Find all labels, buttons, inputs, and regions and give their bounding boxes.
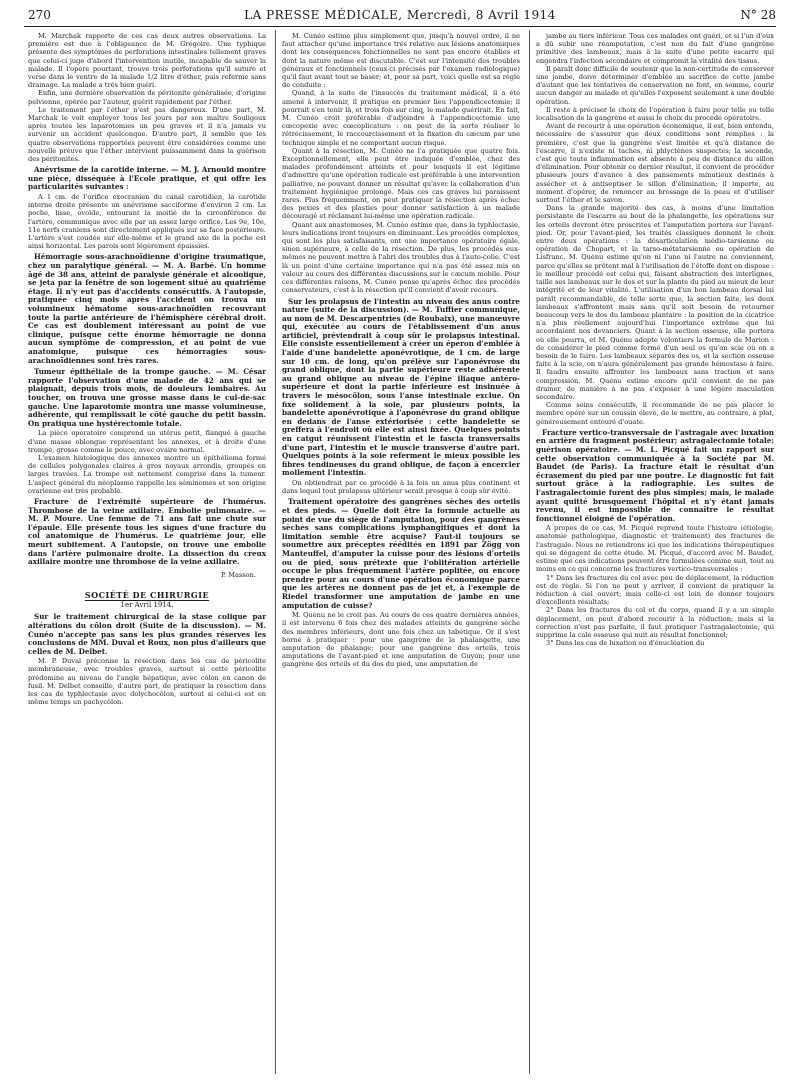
paragraph: A propos de ce cas, M. Picqué reprend toute l'histoire (étiologie, anatomie pathologique, diagnostic et traitement) des fractures de l'astragale. Nous ne retiendrons ici que les indications thérapeutiques qui se dégagent de cette étude. M. Picqué, d'accord avec M. Baudet, estime que ces indications peuvent être formulées comme suit, tout au moins en ce qui concerne les fractures vertico-transversales : xyxy=(536,524,774,574)
paragraph: M. P. Duval préconise la résection dans les cas de péricolite membraneuse, avec troubles graves, surtout si cette péricolite prédomine au niveau de l'angle hépatique, avec côlon en canon de fusil. M. Delbet conseille, d'autre part, de pratiquer la résection dans les cas de typhlectasie avec dolychocôlon, surtout si celui-ci est en même temps un pachycôlon. xyxy=(28,657,266,707)
paragraph: La pièce opératoire comprend un utérus petit, flanqué à gauche d'une masse oblongue représentant les annexes, et à droite d'une trompe, grosse comme le pouce, avec ovaire normal. xyxy=(28,429,266,454)
paragraph: Il paraît donc difficile de soutenir que la non-certitude de conserver une jambe, doive déterminer d'emblée au sacrifice de cette jambe d'autant que les tentatives de conservation ne font, en somme, courir aucun danger au malade et qu'elles l'exposent seulement à une double opération. xyxy=(536,64,774,106)
article-heading: Fracture de l'extrémité supérieure de l'humérus. Thrombose de la veine axillaire. Embolie pulmonaire. — M. P. Moure. Une femme de 71 ans fait une chute sur l'épaule. Elle présente tous les signes d'une fracture du col anatomique de l'humérus. Le quatrième jour, elle meurt subitement. A l'autopsie, on trouve une embolie dans l'artère pulmonaire droite. La dissection du creux axillaire montre une thrombose de la veine axillaire. xyxy=(28,496,266,567)
column-2 xyxy=(282,32,520,669)
paragraph: A 1 cm. de l'orifice exocranien du canal carotidien, la carotide interne droite présente un anévrisme sacciforme d'environ 2 cm. La poche, lisse, ovoïde, entourant la moitié de la circonférence de l'artère, communique avec elle par un assez large orifice. Les 9e, 10e, 11e nerfs craniens sont directement appliqués sur sa face postérieure. L'artère s'est coudée sur elle-même et le grand axe de la poche est ainsi horizontal. Les parois sont légèrement épaissies. xyxy=(28,193,266,251)
paragraph: 2° Dans les fractures du col et du corps, quand il y a un simple déplacement, on peut d'abord recourir à la réduction; mais si la correction n'est pas parfaite, il faut pratiquer l'astragalectomie, qui supprime la cale osseuse qui nuit au résultat fonctionnel; xyxy=(536,606,774,639)
column-1 xyxy=(28,32,266,707)
paragraph: Il reste à préciser le choix de l'opération à faire pour telle ou telle localisation de la gangrène et aussi le choix du procédé opératoire. xyxy=(536,105,774,123)
paragraph: Enfin, une dernière observation de péritonite généralisée, d'origine pelvienne, opérée par l'auteur, guérit rapidement par l'éther. xyxy=(28,89,266,106)
paragraph: L'examen histologique des annexes montre un épithélioma formé de cellules polygonales claires à gros noyaux arrondis, groupés en larges travées. La trompe est nettement comprise dans la tumeur. L'aspect général du néoplasme rappelle les séminomes et son origine ovarienne est très probable. xyxy=(28,453,266,495)
author-signature: P. Masson. xyxy=(220,570,256,579)
article-heading: Sur les prolapsus de l'intestin au niveau des anus contre nature (suite de la discussion). — M. Tuffier communique, au nom de M. Descarpentries (de Roubaix), une manœuvre qui, exécutée au cours de l'établissement d'un anus artificiel, préviendrait à coup sûr le prolapsus intestinal. Elle consiste essentiellement à créer un éperon d'emblée à l'aide d'une bandelette aponévrotique, de 1 cm. de large sur 10 cm. de long, qu'on prélève sur l'aponévrose du grand oblique, dont la partie supérieure reste adhérente au grand oblique au niveau de l'épine iliaque antéro-supérieure et dont la partie inférieure est insinuée à travers le mésocôlon, sous l'anse intestinale exclue. On fixe solidement à la soie, par plusieurs points, la bandelette aponévrotique à l'aponévrose du grand oblique en dedans de l'anse extériorisée : cette bandelette se greffera à l'endroit où elle est ainsi fixée. Quelques points en catgut réunissent l'intestin et le fascia transversalis d'une part, l'intestin et le muscle transverse d'autre part. Quelques points à la soie referment le mieux possible les fibres tendineuses du grand oblique, de façon à encercler mollement l'intestin. xyxy=(282,296,520,478)
paragraph: Dans la grande majorité des cas, à moins d'une limitation persistante de l'escarre au bout de la phalangette, les opérations sur les orteils devront être proscrites et l'amputation portera sur l'avant-pied. Or, pour l'avant-pied, les traités classiques donnent le choix entre deux opérations : la désarticulation médio-tarsienne ou opération de Chopart, et la tarso-métatarsienne ou opération de Lisfranc. M. Quénu estime qu'on ni l'une ni l'autre ne conviennent, parce qu'elles se prêtent mal à l'utilisation de l'étoffe dont on dispose : le meilleur procédé est celui qui, faisant abstraction des interlignes, taille ses lambeaux sur le dos et sur la plante du pied au mieux de leur intégrité et de leur vitalité. L'utilisation d'un bon lambeau dorsal lui paraît recommandable, de telle sorte que, la section faite, les deux lambeaux s'affrontent mais sans qu'il soit besoin de retourner beaucoup vers le dos du lambeau plantaire : la position de la cicatrice n'a plus réellement aujourd'hui l'importance extrême que lui accordaient nos devanciers. Quant à la section osseuse, elle portera où elle pourra, et M. Quénu adopte volontiers la formule de Marion : de considérer le pied comme formé d'un seul os qu'on scie où on a besoin de le faire. Les lambeaux séparés des os, et la section osseuse faite à la scie, on n'aura généralement pas grande hémostase à faire. Il faudra ensuite affronter les lambeaux sans traction et sans compression. M. Quénu estime encore qu'il convient de ne pas drainer, de manière à ne pas s'exposer à une légère maculation secondaire. xyxy=(536,204,774,401)
section-title: SOCIÉTÉ DE CHIRURGIE xyxy=(84,589,210,600)
paragraph: M. Quénu ne le croit pas. Au cours de ces quatre dernières années, il est intervenu 6 fois chez des malades atteints de gangrène sèche des membres inférieurs, dont une fois chez un tabétique. Or il s'est borné à pratiquer : pour une gangrène de la phalangette, une amputation de phalange; pour une gangrène des orteils, trois amputations de l'avant-pied et une amputation de Guyon; pour une gangrène des orteils et du dos du pied, une amputation de xyxy=(282,611,520,669)
paragraph: On obtiendrait par ce procédé à la fois un anus plus continent et dans lequel tout prolapsus ultérieur serait presque à coup sûr évité. xyxy=(282,478,520,496)
paragraph: Comme soins consécutifs, il recommande de ne pas placer le membre opéré sur un coussin élevé, de le mettre, au contraire, à plat, généreusement entouré d'ouate. xyxy=(536,401,774,426)
header-rule xyxy=(24,26,776,27)
article-heading: Tumeur épithéliale de la trompe gauche. — M. César rapporte l'observation d'une malade de 42 ans qui se plaignait, depuis trois mois, de douleurs lombaires. Au toucher, on trouva une grosse masse dans le cul-de-sac gauche. Une laparotomie montra une masse volumineuse, adhérente, qui remplissait le côté gauche du petit bassin. On pratiqua une hystérectomie totale. xyxy=(28,367,266,428)
paragraph: M. Marchak rapporte de ces cas deux autres observations. La première est due à l'obligeance de M. Grégoire. Une typhique présente des symptômes de perforations intestinales tellement graves que celui-ci juge d'abord l'intervention inutile, incapable de sauver la malade. Il l'opère pourtant, trouve trois perforations qu'il suture et verse dans le ventre de la malade 1/2 litre d'éther, puis referme sans drainage. La malade a très bien guéri. xyxy=(28,32,266,90)
paragraph: Le traitement par l'éther n'est pas dangereux. D'une part, M. Marchak le voit employer tous les jours par son maître Souligoux après toutes les laparotomies un peu graves et il n'a jamais vu survenir un accident quelconque. D'autre part, il semble que les quatre observations rapportées peuvent être considérées comme une nouvelle preuve que l'éther intervient puissamment dans la guérison des péritonites. xyxy=(28,105,266,164)
page-header xyxy=(0,0,800,26)
article-heading: Hémorragie sous-arachnoïdienne d'origine traumatique, chez un paralytique général. — M. A. Barbé. Un homme âgé de 38 ans, atteint de paralysie générale et alcoolique, se jeta par la fenêtre de son logement situé au quatrième étage. Il n'y eut pas d'accidents consécutifs. A l'autopsie, pratiquée cinq mois après l'accident on trouva un volumineux hématome sous-arachnoïdien recouvrant toute la partie antérieure de l'hémisphère cérébral droit. Ce cas est doublement intéressant au point de vue clinique, puisque cette énorme hémorragie ne donna aucun symptôme de compression, et au point de vue anatomique, puisque ces hémorragies sous-arachnoïdiennes sont très rares. xyxy=(28,252,266,365)
paragraph: Quant aux anastomoses, M. Cunéo estime que, dans la typhlectasie, leurs indications iront toujours en diminuant. Les procédés complexes, qui sont les plus satisfaisants, ont une importance opératoire égale, sinon supérieure, à celle de la résection. De plus, les procédés eux-mêmes ne peuvent mettre à l'abri des troubles dus à l'auto-colie. C'est là un point d'une certaine importance qui n'a pas été assez mis en valeur au cours des différentes discussions sur le cæcum mobile. Pour ces différentes raisons, M. Cunéo pense qu'après échec des procédés conservateurs, c'est à la résection qu'il convient d'avoir recours. xyxy=(282,220,520,295)
paragraph: Quand, à la suite de l'insuccès du traitement médical, il a été amené à intervenir, il pratique en premier lieu l'appendicectomie; il pourrait s'en tenir là, et trois fois sur cinq, le malade guérirait. En fait, M. Cunéo croit préférable d'adjoindre à l'appendicectomie une cœcopexie avec cœcoplicature : on peut de la sorte réaliser le rétrécissement, le raccourcissement et la fixation du cæcum par une technique simple et ne comportant aucun risque. xyxy=(282,89,520,147)
journal-title: LA PRESSE MÉDICALE, Mercredi, 8 Avril 1914 xyxy=(244,8,556,22)
column-divider xyxy=(529,30,530,1074)
paragraph: 1° Dans les fractures du col avec peu de déplacement, la réduction est de règle. Si l'on ne peut y arriver, il convient de pratiquer la réduction à ciel ouvert; mais celle-ci est loin de donner toujours d'excellents résultats; xyxy=(536,573,774,607)
paragraph: Quant à la résection, M. Cunéo ne l'a pratiquée que quatre fois. Exceptionnellement, elle peut être indiquée d'emblée, chez des malades profondément atteints et pour lesquels il est légitime d'admettre qu'une opération radicale est préférable à une intervention palliative, ne pouvant donner un résultat qu'avec la collaboration d'un traitement hygiénique prolongé. Mais ces cas graves lui paraissent rares. Plus fréquemment, on peut pratiquer la résection après échec des pexies et des plasties pour donner satisfaction à un malade découragé et réclamant lui-même une opération radicale. xyxy=(282,146,520,221)
article-heading: Sur le traitement chirurgical de la stase colique par altérations du côlon droit (Suite de la discussion). — M. Cunéo n'accepte pas sans les plus grandes réserves les conclusions de MM. Duval et Roux, non plus d'ailleurs que celles de M. Delbet. xyxy=(28,612,266,656)
article-heading: Anévrisme de la carotide interne. — M. J. Arnould montre une pièce, disséquée à l'Ecole pratique, et qui offre les particularités suivantes : xyxy=(28,165,266,192)
paragraph: M. Cunéo estime plus simplement que, jusqu'à nouvel ordre, il ne faut attacher qu'une importance très relative aux lésions anatomiques dont les conséquences fonctionnelles ne sont pas encore établies et dont la nature même est discutable. C'est sur l'intensité des troubles généraux et fonctionnels (ceux-ci précisés par l'examen radiologique) qu'il faut avant tout se baser; et, pour sa part, voici quelle est sa règle de conduite : xyxy=(282,32,520,90)
paragraph: Avant de recourir à une opération économique, il est, bien entendu, nécessaire de s'assurer que deux conditions sont remplies : la première, c'est que la gangrène s'est limitée et qu'à distance de l'escarre, il n'existe ni taches, ni phlyctènes suspectes; la seconde, c'est que toute inflammation est absente à peu de distance du sillon d'élimination. Pour obtenir ce dernier résultat, il convient de procéder plusieurs jours d'avance à des pansements minutieux destinés à assécher et à antiseptiser le sillon d'élimination; il importe, au moment d'opérer, de renoncer au brossage de la peau et d'utiliser surtout l'éther et le savon. xyxy=(536,122,774,205)
issue-number: N° 28 xyxy=(740,8,776,22)
section-date: 1er Avril 1914. xyxy=(120,601,174,610)
article-heading: Traitement opératoire des gangrènes sèches des orteils et des pieds. — Quelle doit être la formule actuelle au point de vue du siège de l'amputation, pour des gangrènes sèches sans complications lymphangitiques et dont la limitation semble être acquise? Faut-il toujours se soumettre aux préceptes réédités en 1891 par Zögg von Manteuffel, d'amputer la cuisse pour des lésions d'orteils ou de pied, sous prétexte que l'oblitération artérielle occupe le plus fréquemment l'artère poplitée, ou encore prendre pour au cours d'une opération économique parce que les artères ne donnent pas de jet et, à l'exemple de Riedel transformer une amputation de jambe en une amputation de cuisse? xyxy=(282,497,520,610)
paragraph: 3° Dans les cas de luxation ou d'énucléation du xyxy=(546,639,705,648)
page-number: 270 xyxy=(28,8,51,22)
column-3 xyxy=(536,32,774,647)
paragraph: jambe au tiers inférieur. Tous ces malades ont guéri, et si l'un d'eux a dû subir une réamputation, c'est non du fait d'une gangrène primitive des lambeaux, mais à la suite d'une petite escarre qui engendra l'infection secondaire et compromit la vitalité des tissus. xyxy=(536,32,774,65)
column-divider xyxy=(275,30,276,1074)
article-heading: Fracture vertico-transversale de l'astragale avec luxation en arrière du fragment postérieur; astragalectomie totale; guérison opératoire. — M. L. Picqué fait un rapport sur cette observation communiquée à la Société par M. Baudet (de Paris). La fracture était le résultat d'un écrasement du pied par une poutre. Le diagnostic fut fait surtout grâce à la radiographie. Les suites de l'astragalectomie furent des plus simples; mais, le malade ayant quitté brusquement l'hôpital et n'y étant jamais revenu, il est impossible de connaître le résultat fonctionnel éloigné de l'opération. xyxy=(536,427,774,523)
